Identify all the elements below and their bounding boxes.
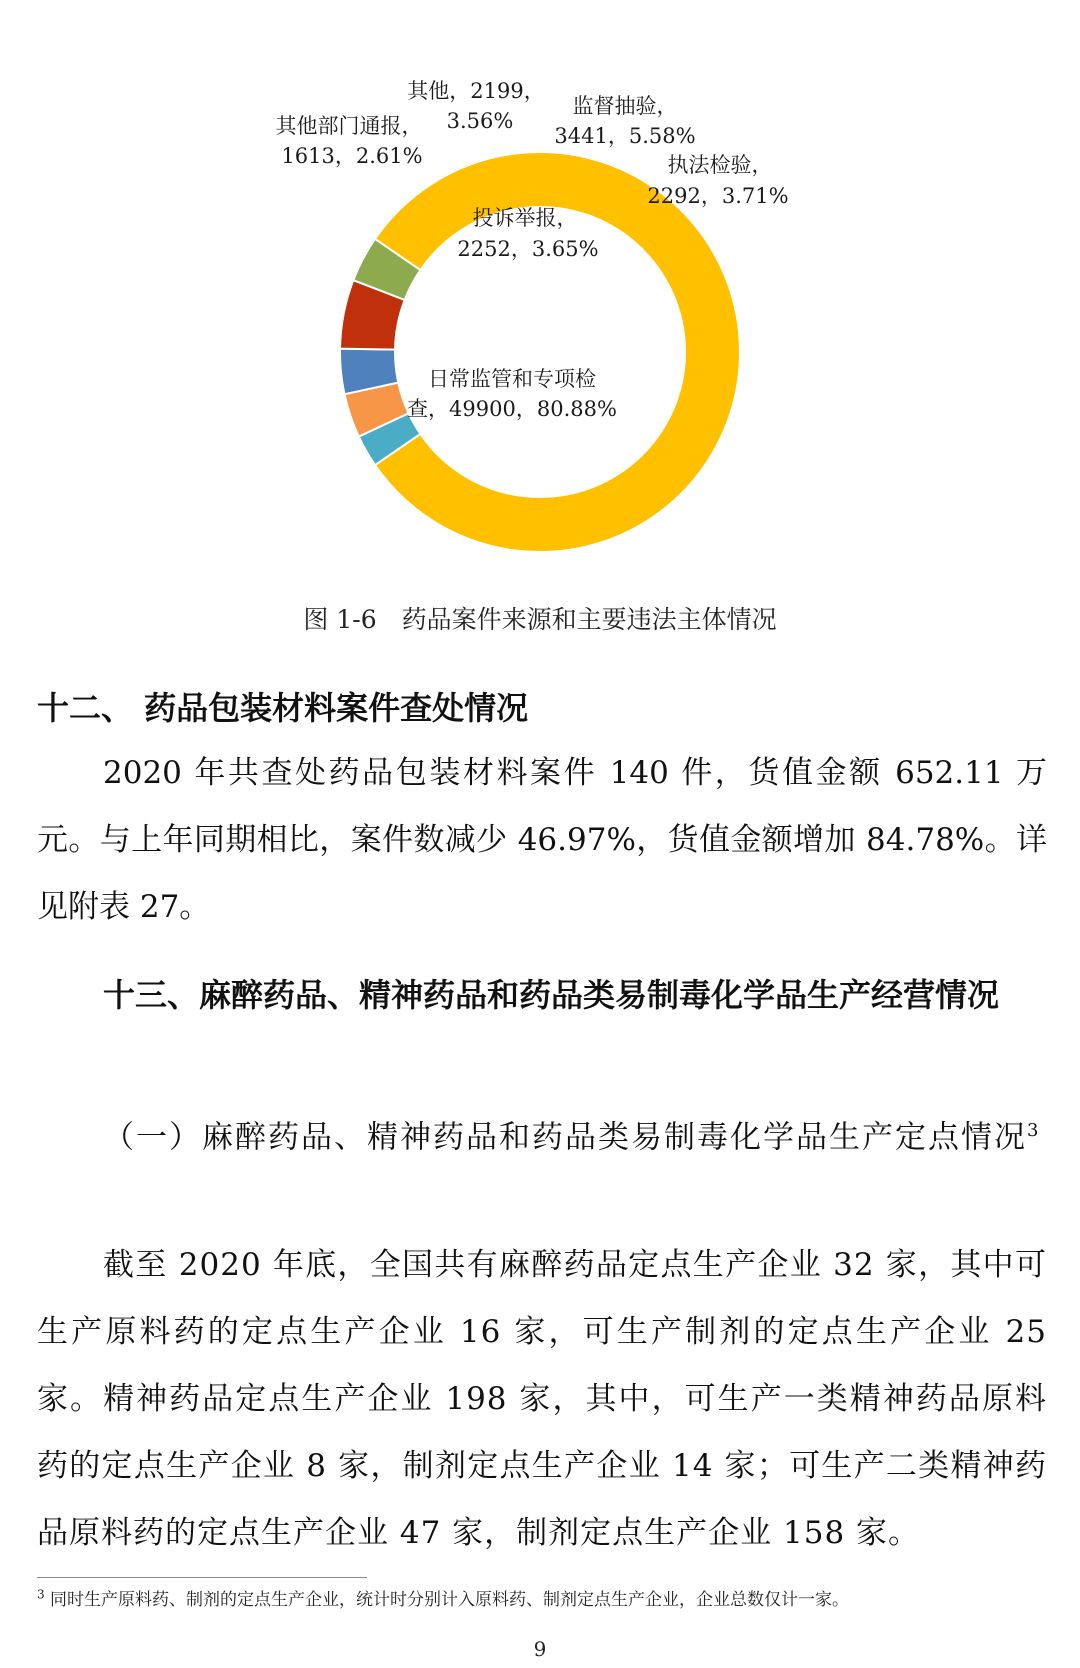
slice-label: 2252，3.65% [457,237,599,261]
footnote-ref: 3 [1027,1120,1041,1141]
slice-label: 投诉举报， [472,206,578,230]
footnote-text: 同时生产原料药、制剂的定点生产企业，统计时分别计入原料药、制剂定点生产企业，企业总数仅计一家。 [50,1590,850,1610]
slice-label: 3441，5.58% [554,124,696,148]
slice-label: 其他，2199， [407,79,545,103]
page-number: 9 [533,1637,547,1661]
slice-label: 2292，3.71% [647,184,789,208]
slice-label: 1613，2.61% [281,144,423,168]
footnote-mark: 3 [37,1587,45,1602]
section-13-heading: 十三、麻醉药品、精神药品和药品类易制毒化学品生产经营情况 [103,976,1000,1014]
slice-label: 其他部门通报， [275,114,423,138]
figure-caption: 图 1-6 药品案件来源和主要违法主体情况 [303,605,777,634]
section-13-paragraph: 截至 2020 年底，全国共有麻醉药品定点生产企业 32 家，其中可生产原料药的定点生产企业 16 家，可生产制剂的定点生产企业 25 家。精神药品定点生产企业 198 家，其中，可生产一类精神药品原料药的定点生产企业 8 家，制剂定点生产企业 14 家；可生产二类精神药品原料药的定点生产企业 47 家，制剂定点生产企业 158 家。 [37,1247,1047,1551]
section-12-paragraph: 2020 年共查处药品包装材料案件 140 件，货值金额 652.11 万元。与上年同期相比，案件数减少 46.97%，货值金额增加 84.78%。详见附表 27。 [37,755,1047,925]
footnote-divider [37,1577,367,1578]
subheading-text: （一）麻醉药品、精神药品和药品类易制毒化学品生产定点情况 [103,1119,1027,1156]
slice-label: 查，49900，80.88% [407,397,617,421]
footnote [37,1585,849,1610]
slice-label: 3.56% [446,109,514,133]
slice-label: 监督抽验， [572,94,678,118]
section-12-heading: 十二、 药品包装材料案件查处情况 [37,689,529,727]
section-13-subheading [37,1109,1047,1159]
donut-chart [0,0,1080,580]
slice-label: 日常监管和专项检 [428,367,596,391]
slice-label: 执法检验， [667,153,773,177]
